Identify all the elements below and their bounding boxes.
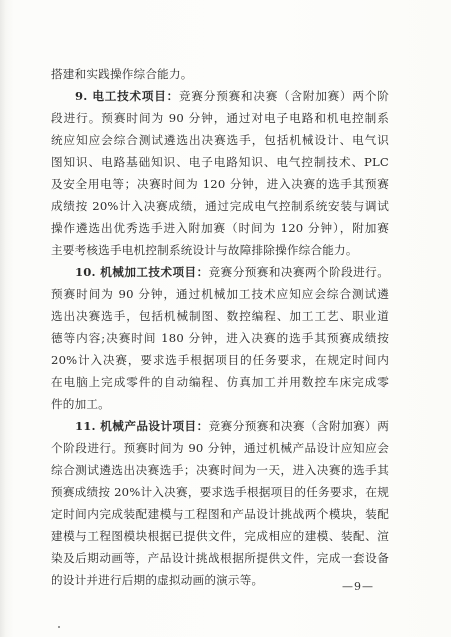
paragraph-line: 操作遴选出优秀选手进入附加赛（时间为 120 分钟），附加赛 [51,221,389,235]
paragraph-line: 德等内容;决赛时间 180 分钟，进入决赛的选手其预赛成绩按 [51,331,389,345]
paragraph-line: 段进行。预赛时间为 90 分钟，通过对电子电路和机电控制系 [51,111,389,125]
paragraph-line: 的设计并进行后期的虚拟动画的演示等。 [51,573,264,587]
scan-speck [58,626,60,628]
paragraph-line: 预赛成绩按 20%计入决赛，要求选手根据项目的任务要求，在规 [51,485,389,499]
paragraph-line: 建模与工程图模块根据已提供文件，完成相应的建模、装配、渲 [51,529,389,543]
paragraph-line: 20%计入决赛，要求选手根据项目的任务要求，在规定时间内 [51,353,389,367]
paragraph-line: 选出决赛选手，包括机械制图、数控编程、加工工艺、职业道 [51,309,389,323]
section-heading-10: 10. 机械加工技术项目： [75,265,209,279]
paragraph-10-first-line: 10. 机械加工技术项目：竞赛分预赛和决赛两个阶段进行。 [75,265,389,279]
paragraph-line: 综合测试遴选出决赛选手；决赛时间为一天，进入决赛的选手其 [51,463,389,477]
paragraph-line: 及安全用电等；决赛时间为 120 分钟，进入决赛的选手其预赛 [51,177,389,191]
paragraph-line: 统应知应会综合测试遴选出决赛选手，包括机械设计、电气识 [51,133,389,147]
paragraph-line: 染及后期动画等，产品设计挑战根据所提供文件，完成一套设备 [51,551,389,565]
paragraph-line: 搭建和实践操作综合能力。 [51,67,193,81]
paragraph-line: 成绩按 20%计入决赛成绩，通过完成电气控制系统安装与调试 [51,199,389,213]
section-heading-11: 11. 机械产品设计项目： [75,419,209,433]
paragraph-line: 个阶段进行。预赛时间为 90 分钟，通过机械产品设计应知应会 [51,441,389,455]
paragraph-line: 在电脑上完成零件的自动编程、仿真加工并用数控车床完成零 [51,375,389,389]
paragraph-11-first-line: 11. 机械产品设计项目：竞赛分预赛和决赛（含附加赛）两 [75,419,389,433]
paragraph-9-first-line: 9. 电工技术项目：竞赛分预赛和决赛（含附加赛）两个阶 [75,89,389,103]
paragraph-line: 件的加工。 [51,397,110,411]
paragraph-line: 图知识、电路基础知识、电子电路知识、电气控制技术、PLC [51,155,389,169]
paragraph-line: 定时间内完成装配建模与工程图和产品设计挑战两个模块，装配 [51,507,389,521]
paragraph-line: 主要考核选手电机控制系统设计与故障排除操作综合能力。 [51,243,358,257]
paragraph-line: 预赛时间为 90 分钟，通过机械加工技术应知应会综合测试遴 [51,287,389,301]
page-number: —9— [342,580,374,593]
body-text [51,63,389,591]
section-heading-9: 9. 电工技术项目： [75,89,180,103]
